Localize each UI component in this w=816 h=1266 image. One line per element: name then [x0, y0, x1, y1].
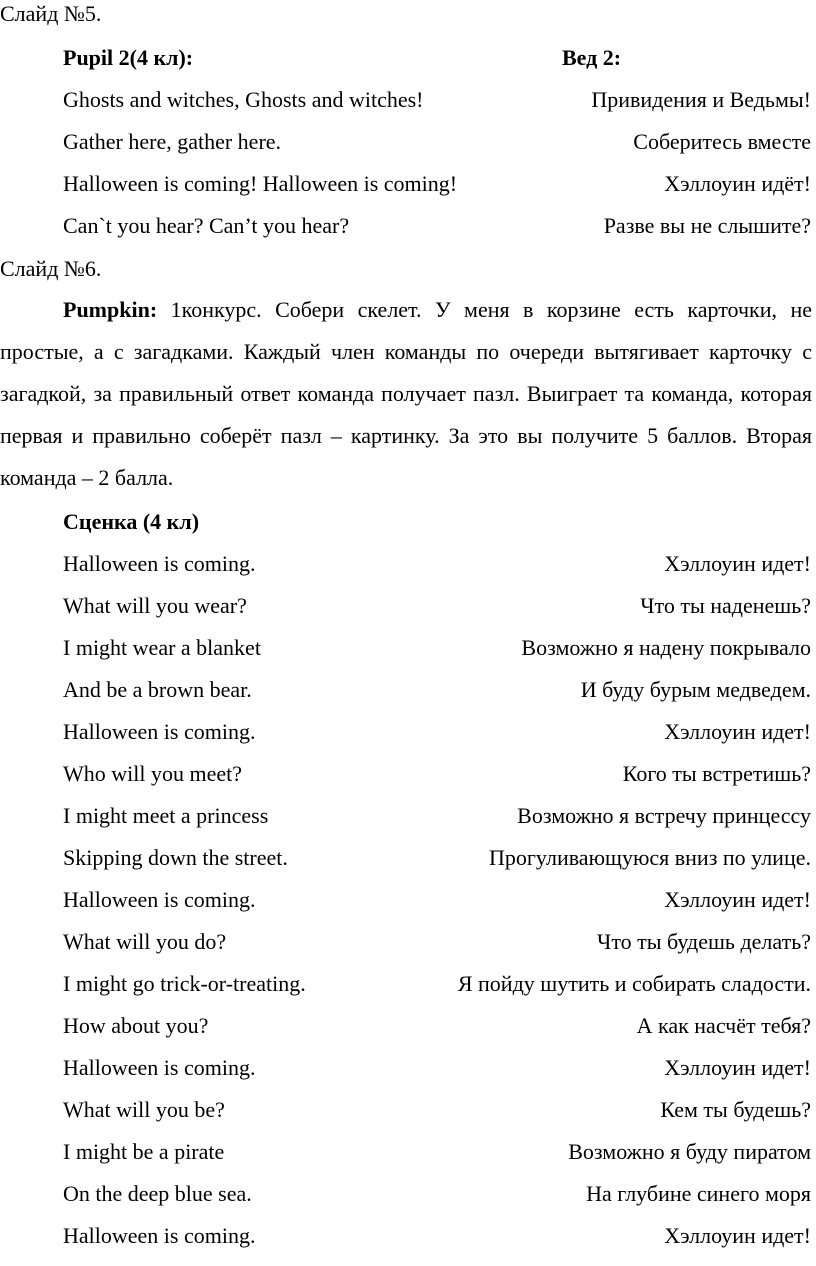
scene-line-en: I might be a pirate: [63, 1139, 225, 1164]
slide5-left-speaker: Pupil 2(4 кл):: [63, 45, 194, 70]
scene-line-en: How about you?: [63, 1013, 209, 1038]
scene-line-ru: Я пойду шутить и собирать сладости.: [457, 971, 811, 996]
scene-line-ru: Что ты наденешь?: [640, 593, 811, 618]
scene-line-en: Skipping down the street.: [63, 845, 288, 870]
scene-line-en: I might wear a blanket: [63, 635, 261, 660]
scene-line-en: Halloween is coming.: [63, 1223, 256, 1248]
scene-line-ru: Хэллоуин идет!: [664, 551, 811, 576]
scene-line-ru: Возможно я надену покрывало: [521, 635, 811, 660]
scene-line-en: Halloween is coming.: [63, 551, 256, 576]
scene-line-en: What will you do?: [63, 929, 227, 954]
scene-line-ru: Хэллоуин идет!: [664, 887, 811, 912]
scene-line-ru: Возможно я буду пиратом: [568, 1139, 811, 1164]
scene-line-ru: И буду бурым медведем.: [580, 677, 811, 702]
slide6-text: 1конкурс. Собери скелет. У меня в корзине есть карточки, не простые, а с загадками. Каждый член команды по очереди вытягивает карточку с загадкой, за правильный ответ команда получает пазл. Выиграет та команда, которая первая и правильно соберёт пазл – картинку. За это вы получите 5 баллов. Вторая команда – 2 балла.: [0, 297, 813, 490]
scene-line-ru: На глубине синего моря: [586, 1181, 811, 1206]
slide6-speaker: Pumpkin:: [63, 297, 158, 322]
slide5-line-en: Can`t you hear? Can’t you hear?: [63, 213, 350, 238]
scene-line-en: And be a brown bear.: [63, 677, 252, 702]
slide5-heading: Слайд №5.: [0, 1, 102, 26]
scene-line-ru: Возможно я встречу принцессу: [517, 803, 811, 828]
scene-line-en: On the deep blue sea.: [63, 1181, 252, 1206]
scene-line-en: Who will you meet?: [63, 761, 243, 786]
slide6-heading: Слайд №6.: [0, 256, 102, 281]
slide5-line-en: Gather here, gather here.: [63, 129, 282, 154]
slide6-paragraph: [0, 289, 812, 499]
slide5-line-ru: Хэллоуин идёт!: [664, 171, 811, 196]
scene-line-en: What will you be?: [63, 1097, 225, 1122]
scene-line-en: What will you wear?: [63, 593, 247, 618]
slide5-right-speaker: Вед 2:: [562, 45, 622, 70]
scene-line-ru: Кем ты будешь?: [660, 1097, 811, 1122]
scene-line-ru: Кого ты встретишь?: [622, 761, 811, 786]
scene-line-ru: Хэллоуин идет!: [664, 1055, 811, 1080]
slide5-line-ru: Привидения и Ведьмы!: [591, 87, 811, 112]
scene-line-en: I might meet a princess: [63, 803, 269, 828]
scene-line-ru: Что ты будешь делать?: [597, 929, 811, 954]
scene-line-ru: А как насчёт тебя?: [636, 1013, 811, 1038]
slide5-line-en: Ghosts and witches, Ghosts and witches!: [63, 87, 424, 112]
scene-line-ru: Хэллоуин идет!: [664, 1223, 811, 1248]
scene-line-en: Halloween is coming.: [63, 887, 256, 912]
slide5-line-ru: Соберитесь вместе: [633, 129, 811, 154]
scene-line-en: I might go trick-or-treating.: [63, 971, 306, 996]
scene-line-ru: Хэллоуин идет!: [664, 719, 811, 744]
scene-line-en: Halloween is coming.: [63, 1055, 256, 1080]
scene-heading: Сценка (4 кл): [63, 509, 200, 534]
scene-line-ru: Прогуливающуюся вниз по улице.: [489, 845, 811, 870]
slide5-line-en: Halloween is coming! Halloween is coming!: [63, 171, 458, 196]
slide5-line-ru: Разве вы не слышите?: [603, 213, 811, 238]
scene-line-en: Halloween is coming.: [63, 719, 256, 744]
